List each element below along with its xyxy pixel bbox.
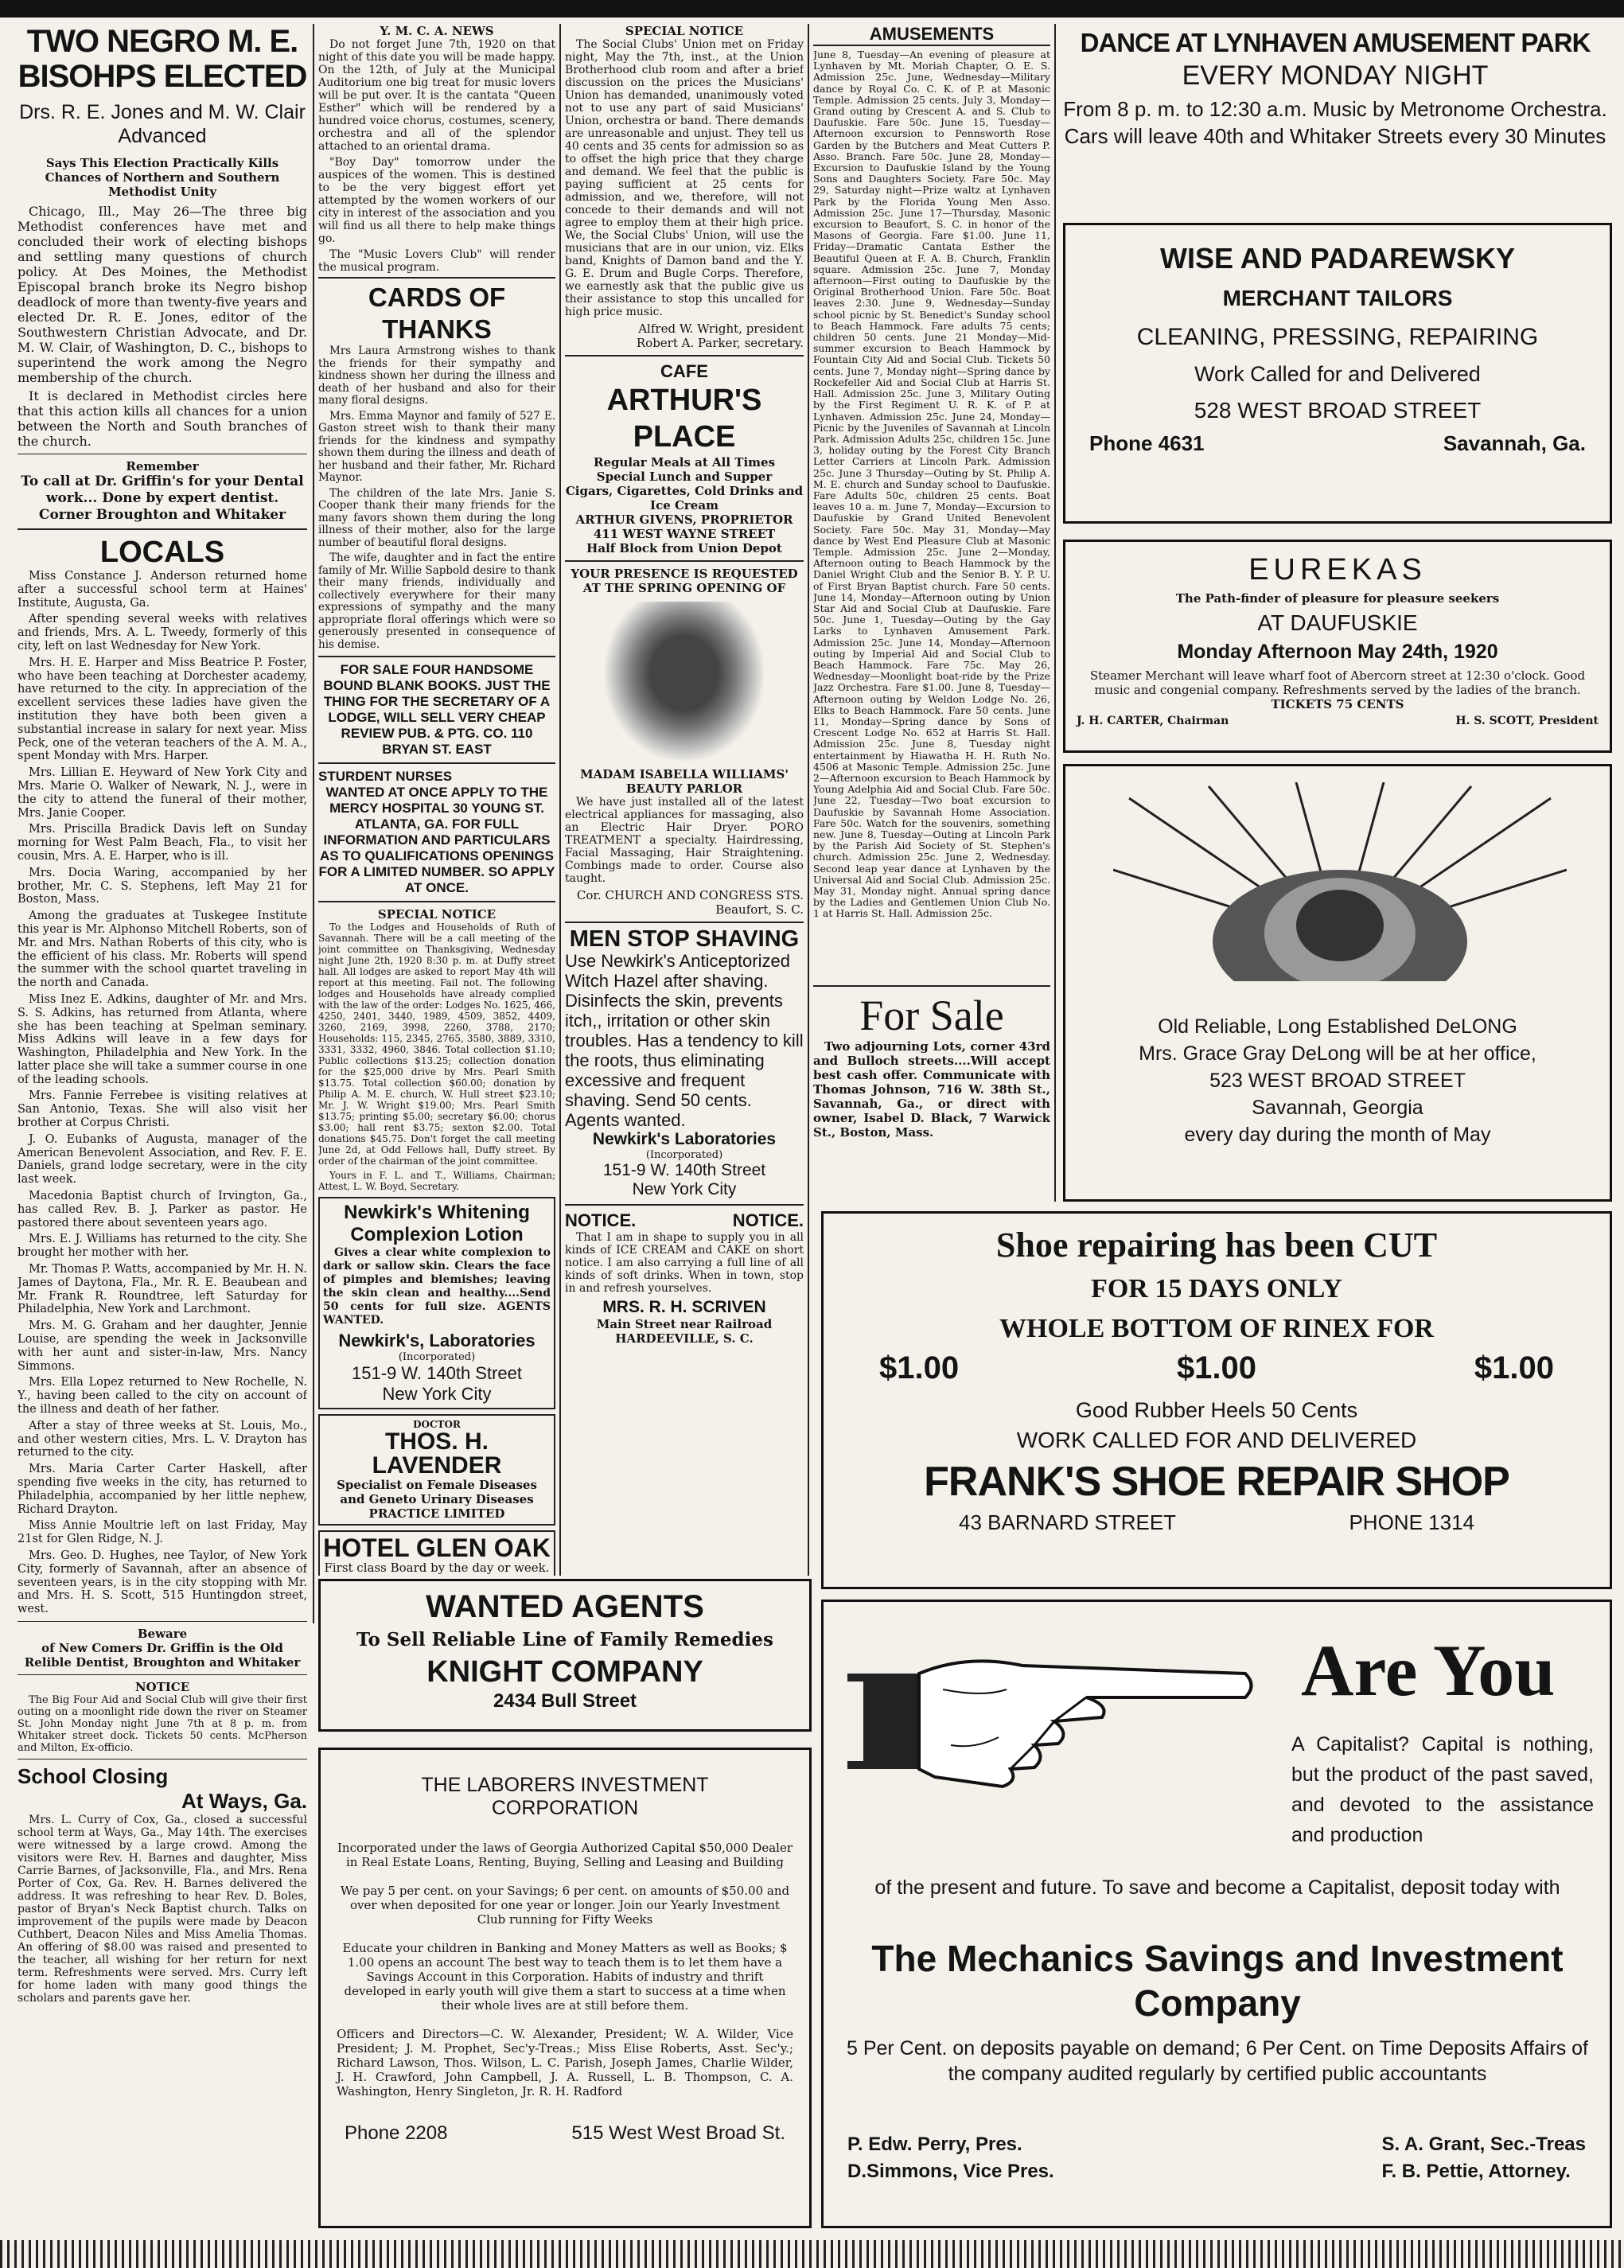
locals-item: Miss Inez E. Adkins, daughter of Mr. and Mrs. S. S. Adkins, has returned from Atlanta, where she has been teaching at Spelman seminary. Miss Adkins will leave in a few days for Washington, Philadelphia and New York. In the latter place she will take a summer course in one of the leading schools. <box>18 992 307 1086</box>
cafe-name: ARTHUR'S PLACE <box>606 384 762 454</box>
locals-item: J. O. Eubanks of Augusta, manager of the American Benevolent Association, and Rev. F. E. Daniels, grand lodge secretary, were in the city last week. <box>18 1132 307 1187</box>
tailors-title: WISE AND PADAREWSKY <box>1159 242 1515 275</box>
agents-company: KNIGHT COMPANY <box>426 1655 703 1689</box>
clubs-notice-text: The Social Clubs' Union met on Friday night, May the 7th, inst., at the Union Brotherhood club room and after a brief discussion on the prices the Musicians' Union has demanded, unanimously voted not to use any part of said Musicians' Union, orchestra or band. There demands are unreasonable and unjust. They tell us 40 cents and 35 cents for admission so as to offset the high price that they charge and demand. We feel that the public is paying sufficient at 25 cents for admission, and we, therefore, will not concede to their demands and will not agree to employ them at their high price. We, the Social Clubs' Union, will use the musicians that are in our union, viz. Elks band, Knights of Damon band and the Y. G. E. Drum and Bugle Corps. Therefore, we earnestly ask that the public give us their assistance to stop this uncalled for high price music. <box>565 38 804 318</box>
for-sale-head: For Sale <box>859 992 1004 1039</box>
mechanics-rates: 5 Per Cent. on deposits payable on demand; 6 Per Cent. on Time Deposits Affairs of the company audited regularly by certified public accountants <box>846 2037 1589 2085</box>
doctor-specialty: Specialist on Female Diseases and Geneto Urinary Diseases <box>337 1478 537 1506</box>
eurekas-tagline: The Path-finder of pleasure for pleasure seekers <box>1175 591 1500 606</box>
delong-line5: every day during the month of May <box>1184 1124 1491 1146</box>
club-notice-text: The Big Four Aid and Social Club will give their first outing on a moonlight ride down the river on Steamer St. John Monday night June 7th at 8 p. m. from Whitaker street dock. Tickets 50 cents. McPherson and Milton, Ex-officio. <box>18 1693 307 1754</box>
parlor-name: MADAM ISABELLA WILLIAMS' BEAUTY PARLOR <box>580 767 789 796</box>
locals-item: Mrs. Geo. D. Hughes, nee Taylor, of New York City, formerly of Savannah, after an absence of seventeen years, is in the city stopping with Mr. and Mrs. H. S. Scott, 515 Huntingdon street, west. <box>18 1549 307 1616</box>
shoe-line1: FOR 15 DAYS ONLY <box>1091 1274 1342 1304</box>
thanks-paragraph: Mrs Laura Armstrong wishes to thank the friends for their sympathy and kindness shown her during the illness and death of her husband and also for their many floral designs. <box>318 345 555 407</box>
locals-item: Mrs. Fannie Ferrebee is visiting relatives at San Antonio, Texas. She will also visit her brother at Corpus Christi. <box>18 1089 307 1130</box>
tailors-line1: CLEANING, PRESSING, REPAIRING <box>1136 324 1539 350</box>
amusements-list: June 8, Tuesday—An evening of pleasure at Lynhaven by Mt. Moriah Chapter, O. E. S. Admission 25c. June, Wednesday—Military dance by Royal Co. C. K. of P. at Masonic Temple. Admission 25 cents. July 3, Monday—Grand outing by Crescent A. and S. Club to Daufuskie. Fare 50c. June 15, Tuesday—Afternoon excursion to Pennsworth Rose Garden by the Butchers and Meat Cutters P. Asso. Branch. Fare 50c. June 28, Monday—Excursion to Daufuskie Island by the Young Sons and Daughters Society. Fare 50c. May 29, Saturday night—Prize waltz at Lynhaven Park by the Florida Young Men Asso. Admission 25c. June 17—Thursday, Masonic excursion to Beaufort, S. C. in honor of the Masons of Georgia. Fare $1.00. June 11, Friday—Dramatic Cantata Esther the Beautiful Queen at F. A. B. Church, Franklin square. Admission 25c. June 7, Monday afternoon—First outing to Daufuskie by the Original Brotherhood Union. Fare 50c. Boat leaves 2:30. June 9, Wednesday—Sunday school picnic by St. Benedict's Sunday school to Beach Hammock. Fare adults 75 cents; children 50 cents. June 21 Monday—Mid-summer excursion to Beach Hammock by Fountain City Aid and Social Club. Tickets 50 cents. June 7, Monday night—Spring dance by Rockefeller Aid and Social Club at Harris St. Hall. Admission 25c. June 3, Military Outing by the First Regiment U. R. K. of P. at Lynhaven. Admission 25c. June 24, Monday—Picnic by the Juveniles of Savannah at Lincoln Park. Admission Adults 25c, children 15c. June 3, holiday outing by the Forest City Branch Letter Carriers at Lincoln Park. Admission 25c. June 3 Thursday—Outing by St. Philip A. M. E. church and Sunday school to Daufuskie. Fare Adults 50c, children 25 cents. Boat leaves 10 a. m. June 7, Monday—Excursion to Daufuskie by Grand United Benevolent Society. Fare 50c. May 31, Monday—May dance by West End Pleasure Club at Masonic Temple. Admission 25c. June 2—Monday, Afternoon outing to Beach Hammock by the Daniel Wright Club and the Senior B. Y. P. U. of First Bryan Baptist church. Fare 50 cents. June 14, Monday—Afternoon outing by Union Star Aid and Social Club at Daufuskie. Fare 50c. June 1, Tuesday—Outing by the Gay Larks to Lynhaven Amusement Park. Admission 25c. June 14, Monday—Afternoon outing by Imperial Aid and Social Club to Beach Hammock. Fare 75c. May 26, Wednesday—Moonlight boat-ride by the Prize Jazz Orchestra. Fare $1.00. June 8, Tuesday—Afternoon outing by Weldon Lodge No. 26, Elks to Beach Hammock. Fare 50 cents. June 11, Monday—Spring dance by Sons of Crescent Lodge No. 652 at Harris St. Hall. Admission 25c. June 8, Tuesday night entertainment by Hiawatha H. H. Ruth No. 4506 at Masonic Temple. Admission 25c. June 2—Afternoon excursion to Beach Hammock by Young Adelphia Aid and Social Club. Fare 50c. June 22, Tuesday—Two boat excursion to Daufuskie by Savannah Home Association. Fare 50c. Watch for the souvenirs, something new. June 8, Tuesday—Outing at Lincoln Park by the Parish Aid Society of St. Stephen's church. Admission 25c. June 2, Wednesday. Second leap year dance at Lynhaven by the Universal Aid and Social Club. Admission 25c. May 31, Monday night. Annual spring dance by the Ladies and Gentlemen Union Club No. 1 at Harris St. Hall. Admission 25c. <box>813 49 1050 920</box>
locals-item: Mrs. Priscilla Bradick Davis left on Sunday morning for West Palm Beach, Fla., to visit her cousin, Mrs. A. E. Harper, who is ill. <box>18 823 307 863</box>
laborers-line1: Incorporated under the laws of Georgia Authorized Capital $50,000 Dealer in Real Estate Loans, Renting, Buying, Selling and Leasing and Building <box>337 1841 793 1869</box>
mechanics-officers-right <box>1381 2131 1586 2185</box>
lavender-ad <box>318 1414 555 1526</box>
shoe-address: 43 BARNARD STREET <box>959 1510 1177 1534</box>
nurses-text: WANTED AT ONCE APPLY TO THE MERCY HOSPITAL 30 YOUNG ST. ATLANTA, GA. FOR FULL INFORMATION AND PARTICULARS AS TO QUALIFICATIONS OPENINGS FOR A LIMITED NUMBER. SO APPLY AT ONCE. <box>318 785 555 895</box>
school-closing-head: School Closing <box>18 1763 169 1788</box>
clubs-notice-president: Alfred W. Wright, president <box>638 321 804 336</box>
column-1 <box>18 24 307 2236</box>
laborers-phone: Phone 2208 <box>345 2122 448 2144</box>
shave-city: New York City <box>632 1180 737 1198</box>
ymca-head: Y. M. C. A. NEWS <box>380 24 494 38</box>
locals-item: Mr. Thomas P. Watts, accompanied by Mr. H. N. James of Daytona, Fla., Mr. R. E. Beaubean and Mr. Frank R. Roundtree, left Saturday for Philadelphia, New York and Larchmont. <box>18 1263 307 1316</box>
eurekas-date: Monday Afternoon May 24th, 1920 <box>1177 641 1498 663</box>
thanks-paragraph: The children of the late Mrs. Janie S. Cooper thank their many friends for the many favors shown them during the long illness of their mother, also for the large number of beautiful floral designs. <box>318 486 555 549</box>
hotel-name: HOTEL GLEN OAK <box>323 1533 551 1562</box>
scriven-town: HARDEEVILLE, S. C. <box>615 1331 754 1346</box>
agents-title: WANTED AGENTS <box>426 1589 704 1624</box>
delong-rising-sun-illustration <box>1113 782 1567 1005</box>
knight-agents-ad <box>318 1579 812 1732</box>
laborers-address: 515 West West Broad St. <box>571 2122 785 2144</box>
column-rule <box>559 24 561 1576</box>
shoe-price-2: $1.00 <box>1176 1350 1257 1385</box>
whitening-city: New York City <box>382 1384 492 1404</box>
agents-address: 2434 Bull Street <box>493 1690 637 1712</box>
beware-text: of New Comers Dr. Griffin is the Old Relible Dentist, Broughton and Whitaker <box>24 1640 301 1670</box>
blank-books-sale: FOR SALE FOUR HANDSOME BOUND BLANK BOOKS. JUST THE THING FOR THE SECRETARY OF A LODGE, WILL SELL VERY CHEAP REVIEW PUB. & PTG. CO. 110 BRYAN ST. EAST <box>323 662 551 757</box>
locals-list <box>18 570 307 1616</box>
whitening-inc: (Incorporated) <box>398 1351 476 1363</box>
thanks-paragraph: The wife, daughter and in fact the entire family of Mr. Willie Sapbold desire to thank their many friends, individually and collectively everywhere for their many expressions of sympathy and the many appropriate floral offerings which were so generously presented in consequence of his demise. <box>318 551 555 651</box>
lynhaven-title: DANCE AT LYNHAVEN AMUSEMENT PARK <box>1080 28 1591 57</box>
tailors-line2: Work Called for and Delivered <box>1194 362 1481 386</box>
tailors-address: 528 WEST BROAD STREET <box>1194 398 1482 423</box>
eurekas-place: AT DAUFUSKIE <box>1257 610 1418 635</box>
laborers-footer <box>321 2098 809 2145</box>
shoe-line2: WHOLE BOTTOM OF RINEX FOR <box>999 1314 1434 1343</box>
shoe-prices <box>824 1342 1610 1384</box>
headline-bishops: TWO NEGRO M. E. BISOHPS ELECTED <box>18 24 307 94</box>
column-rule <box>808 24 809 1576</box>
nurses-head: STURDENT NURSES <box>318 769 453 784</box>
article-paragraph: Chicago, Ill., May 26—The three big Methodist conferences have met and concluded their work of electing bishops and settling many questions of church policy. At Des Moines, the Methodist Episcopal branch broke its Negro bishop deadlock of more than twenty-five years and elected Dr. R. E. Jones, editor of the Southwestern Christian Advocate, and Dr. M. W. Clair, of Washington, D. C., bishops to superintend the work among the Negro membership of the church. <box>18 204 307 385</box>
scriven-heads <box>565 1210 804 1231</box>
whitening-lab: Newkirk's, Laboratories <box>338 1331 535 1350</box>
whitening-ad <box>318 1197 555 1409</box>
ymca-article <box>318 38 555 274</box>
mechanics-vice-president: D.Simmons, Vice Pres. <box>847 2161 1054 2182</box>
mechanics-bank-name: The Mechanics Savings and Investment Company <box>871 1938 1564 2024</box>
cafe-line1: Regular Meals at All Times <box>593 455 776 470</box>
mechanics-text2: of the present and future. To save and become a Capitalist, deposit today with <box>874 1876 1560 1899</box>
eurekas-tickets: TICKETS 75 CENTS <box>1271 697 1404 711</box>
locals-item: After a stay of three weeks at St. Louis, Mo., and other western cities, Mrs. L. V. Drayton has returned to the city. <box>18 1419 307 1459</box>
school-closing-text: Mrs. L. Curry of Cox, Ga., closed a successful school term at Ways, Ga., May 14th. The exercises were witnessed by a large crowd. Among the visitors were Rev. H. Barnes and daughter, Miss Carrie Barnes, of Jacksonville, Fla., and Mrs. Rena Porter of Cox, Ga. Rev. H. Barnes delivered the address. It was refreshing to hear Rev. D. Boles, pastor of Bryan's Neck Baptist church. Talks on improvement of the pupils were made by Deacon Cuthbert, Deacon Niles and Miss Amelia Thomas. An offering of $8.00 was raised and presented to the teacher, all wishing for her return for next term. Refreshments were served. Mrs. Curry left for home laden with many good things the scholars and parents gave her. <box>18 1813 307 2005</box>
pointing-hand-icon <box>847 1618 1261 1825</box>
locals-item: Mrs. H. E. Harper and Miss Beatrice P. Foster, who have been teaching at Dorchester academy, have returned to the city. In appreciation of the excellent services these ladies have given the institution they have both been given a substantial increase in salary for next year. Miss Peck, one of the veteran teachers of the A. M. A., spent Monday with Mrs. Harper. <box>18 656 307 763</box>
tailors-city: Savannah, Ga. <box>1443 431 1586 455</box>
eurekas-president: H. S. SCOTT, President <box>1455 715 1599 727</box>
subhead-bishops: Drs. R. E. Jones and M. W. Clair Advanced <box>19 101 306 147</box>
eurekas-footer <box>1065 711 1610 731</box>
locals-item: Mrs. M. G. Graham and her daughter, Jennie Louise, are spending the week in Jacksonville with her aunt and sister-in-law, Mrs. Nancy Simmons. <box>18 1319 307 1373</box>
agents-line: To Sell Reliable Line of Family Remedies <box>356 1629 773 1650</box>
locals-item: Mrs. E. J. Williams has returned to the city. She brought her mother with her. <box>18 1233 307 1260</box>
doctor-name: THOS. H. LAVENDER <box>372 1428 502 1479</box>
remember-text: To call at Dr. Griffin's for your Dental work... Done by expert dentist. Corner Broughton and Whitaker <box>21 473 304 523</box>
parlor-invite: YOUR PRESENCE IS REQUESTED AT THE SPRING OPENING OF <box>571 567 798 595</box>
cafe-line5: 411 WEST WAYNE STREET <box>593 527 776 541</box>
shave-addr: 151-9 W. 140th Street <box>602 1161 766 1179</box>
school-closing-place: At Ways, Ga. <box>181 1788 307 1813</box>
locals-item: Miss Annie Moultrie left on last Friday, May 21st for Glen Ridge, N. J. <box>18 1519 307 1546</box>
thanks-paragraph: Mrs. Emma Maynor and family of 527 E. Gaston street wish to thank their many friends for the kindness and sympathy shown them during the illness and death of her husband and their father, Mr. Richard Maynor. <box>318 409 555 484</box>
delong-line1: Old Reliable, Long Established DeLONG <box>1158 1015 1517 1038</box>
locals-head: LOCALS <box>99 536 225 569</box>
ruth-notice-head: SPECIAL NOTICE <box>377 907 497 922</box>
shoe-shop-name: FRANK'S SHOE REPAIR SHOP <box>924 1459 1509 1505</box>
notice-right: NOTICE. <box>732 1210 804 1230</box>
whitening-subtitle: Complexion Lotion <box>350 1224 524 1245</box>
deck-bishops: Says This Election Practically Kills Chances of Northern and Southern Methodist Unity <box>45 156 280 199</box>
shave-inc: (Incorporated) <box>645 1149 723 1161</box>
whitening-addr: 151-9 W. 140th Street <box>351 1363 523 1383</box>
locals-item: Mrs. Lillian E. Heyward of New York City and Mrs. Marie O. Walker of Newark, N. J., were in the city to attend the funeral of their mother, Mrs. Janie Cooper. <box>18 766 307 820</box>
laborers-officers: Officers and Directors—C. W. Alexander, President; W. A. Wilder, Vice President; J. M. Prophet, Sec'y-Treas.; Miss Elise Roberts, Asst. Sec'y.; Richard Lawson, Thos. Wilson, L. C. Parish, Joseph James, Charlie Wilder, J. H. Crawford, John Campbell, J. A. Russell, L. B. Thompson, C. A. Washington, Henry Singleton, Jr. R. H. Radford <box>337 2027 793 2098</box>
lynhaven-subtitle: EVERY MONDAY NIGHT <box>1182 60 1489 91</box>
shave-lab: Newkirk's Laboratories <box>592 1130 777 1148</box>
eurekas-ad <box>1063 540 1612 753</box>
cards-of-thanks <box>318 345 555 651</box>
doctor-label: DOCTOR <box>413 1419 461 1430</box>
doctor-practice: PRACTICE LIMITED <box>368 1506 505 1521</box>
column-rule <box>1054 24 1056 1202</box>
shoe-price-1: $1.00 <box>879 1350 960 1385</box>
notice-left: NOTICE. <box>565 1210 637 1230</box>
bottom-border <box>0 2240 1624 2268</box>
shoe-work: WORK CALLED FOR AND DELIVERED <box>1016 1428 1417 1452</box>
laborers-investment-ad <box>318 1748 812 2228</box>
ruth-notice-text: To the Lodges and Households of Ruth of Savannah. There will be a call meeting of the joint committee on Thanksgiving, Wednesday night June 2th, 1920 8:30 p. m. at Duffy street hall. All lodges are asked to report May 4th will report at this meeting. Fail not. The following lodges and Households have already complied with the law of the order: Lodges No. 1625, 466, 4250, 2401, 3440, 1989, 4509, 3852, 4409, 3260, 2169, 3998, 2260, 3788, 2170; Households: 115, 2345, 2765, 3580, 3889, 3310, 3331, 3332, 4960, 3846. Total collection $1.10; Public collections $13.25; collection donation for the $25,000 drive by Mrs. Pearl Smith $13.75. Total collection $60.00; donation by Philip A. M. E. church, W. Hull street $23.10; Mr. J. W. Wright $19.00; Mrs. Pearl Smith $13.75; printing $5.00; secretary $6.00; chorus $3.00; hall rent $3.75; sexton $2.00. Total donations $45.75. Don't forget the call meeting June 2d, at Odd Fellows hall, Duffy street. By order of the chairman of the joint committee. <box>318 922 555 1167</box>
mechanics-officers-left <box>847 2131 1054 2185</box>
cafe-line2: Special Lunch and Supper <box>596 470 773 484</box>
hotel-text: First class Board by the day or week. <box>324 1561 550 1575</box>
delong-line4: Savannah, Georgia <box>1252 1097 1423 1119</box>
remember-head: Remember <box>126 459 199 473</box>
shoe-title: Shoe repairing has been CUT <box>995 1226 1438 1265</box>
column-3 <box>565 24 804 1576</box>
scriven-address: Main Street near Railroad <box>596 1317 773 1331</box>
cafe-line3: Cigars, Cigarettes, Cold Drinks and Ice Cream <box>565 484 804 512</box>
delong-line3: 523 WEST BROAD STREET <box>1209 1070 1466 1092</box>
column-2 <box>318 24 555 1576</box>
ymca-paragraph: Do not forget June 7th, 1920 on that night of this date you will be made happy. On the 12th, of July at the Municipal Auditorium one big treat for music lovers will be put over. It is the cantata "Queen Esther" which will be rendered by a hundred voice chorus, costumes, scenery, orchestra and all of the splendor attached to an oriental drama. <box>318 38 555 153</box>
article-paragraph: It is declared in Methodist circles here that this action kills all chances for a union between the North and South branches of the church. <box>18 388 307 449</box>
delong-line2: Mrs. Grace Gray DeLong will be at her office, <box>1139 1042 1536 1065</box>
scriven-text: That I am in shape to supply you in all kinds of ICE CREAM and CAKE on short notice. I am also carrying a full line of all kinds of soft drinks. When in town, stop in and refresh yourselves. <box>565 1231 804 1295</box>
whitening-title: Newkirk's Whitening <box>344 1202 530 1223</box>
locals-item: Mrs. Docia Waring, accompanied by her brother, Mr. C. S. Stephens, left May 21 for Boston, Mass. <box>18 866 307 906</box>
cafe-line4: ARTHUR GIVENS, PROPRIETOR <box>575 512 793 527</box>
mechanics-president: P. Edw. Perry, Pres. <box>847 2134 1022 2155</box>
parlor-address: Cor. CHURCH AND CONGRESS STS. Beaufort, S. C. <box>576 888 804 917</box>
article-bishops <box>18 204 307 449</box>
shoe-heels: Good Rubber Heels 50 Cents <box>1075 1398 1358 1422</box>
locals-item: Mrs. Maria Carter Carter Haskell, after spending five weeks in the city, has returned to Philadelphia, accompanied by her little nephew, Richard Drayton. <box>18 1463 307 1516</box>
laborers-subtitle: CORPORATION <box>491 1797 639 1819</box>
sun-rays-icon <box>1113 782 1567 1005</box>
mechanics-text: A Capitalist? Capital is nothing, but the product of the past saved, and devoted to the assistance and production <box>1291 1733 1594 1846</box>
locals-item: Miss Constance J. Anderson returned home after a successful school term at Haines' Institute, Augusta, Ga. <box>18 570 307 610</box>
club-notice-head: NOTICE <box>134 1679 190 1694</box>
mechanics-bank-ad <box>821 1600 1612 2228</box>
top-border <box>0 0 1624 18</box>
shoe-price-3: $1.00 <box>1474 1350 1554 1385</box>
locals-item: Among the graduates at Tuskegee Institute this year is Mr. Alphonso Mitchell Roberts, son of Mr. and Mrs. Nathan Roberts of this city, who is the efficient of his class. Mr. Roberts will spend the summer with the school quartet traveling in the north and Canada. <box>18 910 307 990</box>
amusements-head: AMUSEMENTS <box>813 24 1050 46</box>
eurekas-title: EUREKAS <box>1248 553 1427 586</box>
parlor-portrait <box>605 602 764 761</box>
laborers-line2: We pay 5 per cent. on your Savings; 6 per cent. on amounts of $50.00 and over when deposited for one year or longer. Join our Yearly Investment Club running for Fifty Weeks <box>340 1884 790 1927</box>
locals-item: After spending several weeks with relatives and friends, Mrs. A. L. Tweedy, formerly of this city, left on last Wednesday for New York. <box>18 613 307 653</box>
laborers-line3: Educate your children in Banking and Money Matters as well as Books; $ 1.00 opens an account The best way to teach them is to let them have a Savings Account in this Corporation. Habits of industry and thrift developed in early youth will give them a start to success at a time when their whole lives are at still before them. <box>342 1941 788 2013</box>
ymca-paragraph: The "Music Lovers Club" will render the musical program. <box>318 248 555 274</box>
parlor-text: We have just installed all of the latest electrical appliances for massaging, also an Electric Hair Dryer. PORO TREATMENT a specialty. Hairdressing, Facial Massaging, Hair Straightening. Combings made to order. Course also taught. <box>565 796 804 885</box>
ymca-paragraph: "Boy Day" tomorrow under the auspices of the women. This is destined to be the very biggest effort yet attempted by the women workers of our city in interest of the association and you will find us all there to help make things go. <box>318 156 555 245</box>
lynhaven-text: From 8 p. m. to 12:30 a.m. Music by Metronome Orchestra. Cars will leave 40th and Whitaker Streets every 30 Minutes <box>1063 97 1607 148</box>
mechanics-secretary: S. A. Grant, Sec.-Treas <box>1381 2134 1586 2155</box>
tailors-phone: Phone 4631 <box>1089 431 1205 455</box>
whitening-text: Gives a clear white complexion to dark or sallow skin. Clears the face of pimples and blemishes; leaving the skin clean and healthy....Send 50 cents for full size. AGENTS WANTED. <box>323 1246 551 1327</box>
cafe-line6: Half Block from Union Depot <box>586 541 782 555</box>
ruth-notice-sign: Yours in F. L. and T., Williams, Chairman; Attest, L. W. Boyd, Secretary. <box>318 1170 555 1192</box>
for-sale-text: Two adjourning Lots, corner 43rd and Bulloch streets....Will accept best cash offer. Communicate with Thomas Johnson, 716 W. 38th St., Savannah, Ga., or direct with owner, Isabel D. Black, 7 Warwick St., Boston, Mass. <box>813 1039 1050 1140</box>
scriven-name: MRS. R. H. SCRIVEN <box>602 1298 766 1316</box>
clubs-notice-head: SPECIAL NOTICE <box>625 24 744 38</box>
lynhaven-ad <box>1060 27 1610 210</box>
shoe-footer <box>824 1502 1610 1533</box>
column-4 <box>813 24 1050 1194</box>
shoe-phone: PHONE 1314 <box>1349 1510 1474 1534</box>
column-rule <box>313 24 314 1623</box>
eurekas-text: Steamer Merchant will leave wharf foot of Abercorn street at 12:30 o'clock. Good music and congenial company. Refreshments served by the ladies of the branch. <box>1089 668 1586 697</box>
cards-of-thanks-head: CARDS OF THANKS <box>368 283 506 344</box>
glen-oak-ad <box>318 1530 555 1576</box>
locals-item: Macedonia Baptist church of Irvington, Ga., has called Rev. B. J. Parker as pastor. He pastored there about seventeen years ago. <box>18 1190 307 1229</box>
tailors-subtitle: MERCHANT TAILORS <box>1222 286 1453 310</box>
shave-text: Use Newkirk's Anticeptorized Witch Hazel after shaving. Disinfects the skin, prevents itch,, irritation or other skin troubles. Has a tendency to kill the roots, thus eliminating excessive and frequent shaving. Send 50 cents. Agents wanted. <box>565 951 804 1130</box>
clubs-notice-secretary: Robert A. Parker, secretary. <box>636 336 804 350</box>
delong-text <box>1065 1013 1610 1148</box>
mechanics-headline: Are You <box>1301 1630 1556 1711</box>
laborers-title: THE LABORERS INVESTMENT <box>421 1774 709 1796</box>
beware-head: Beware <box>137 1626 188 1641</box>
mechanics-attorney: F. B. Pettie, Attorney. <box>1381 2161 1571 2182</box>
locals-item: Mrs. Ella Lopez returned to New Rochelle, N. Y., having been called to the city on account of the illness and death of her father. <box>18 1376 307 1417</box>
shave-head: MEN STOP SHAVING <box>569 926 800 952</box>
tailors-footer <box>1065 422 1610 454</box>
cafe-head: CAFE <box>660 361 708 381</box>
delong-ad <box>1063 764 1612 1202</box>
shoe-repair-ad <box>821 1211 1612 1589</box>
tailors-ad <box>1063 223 1612 524</box>
eurekas-chairman: J. H. CARTER, Chairman <box>1077 715 1229 727</box>
